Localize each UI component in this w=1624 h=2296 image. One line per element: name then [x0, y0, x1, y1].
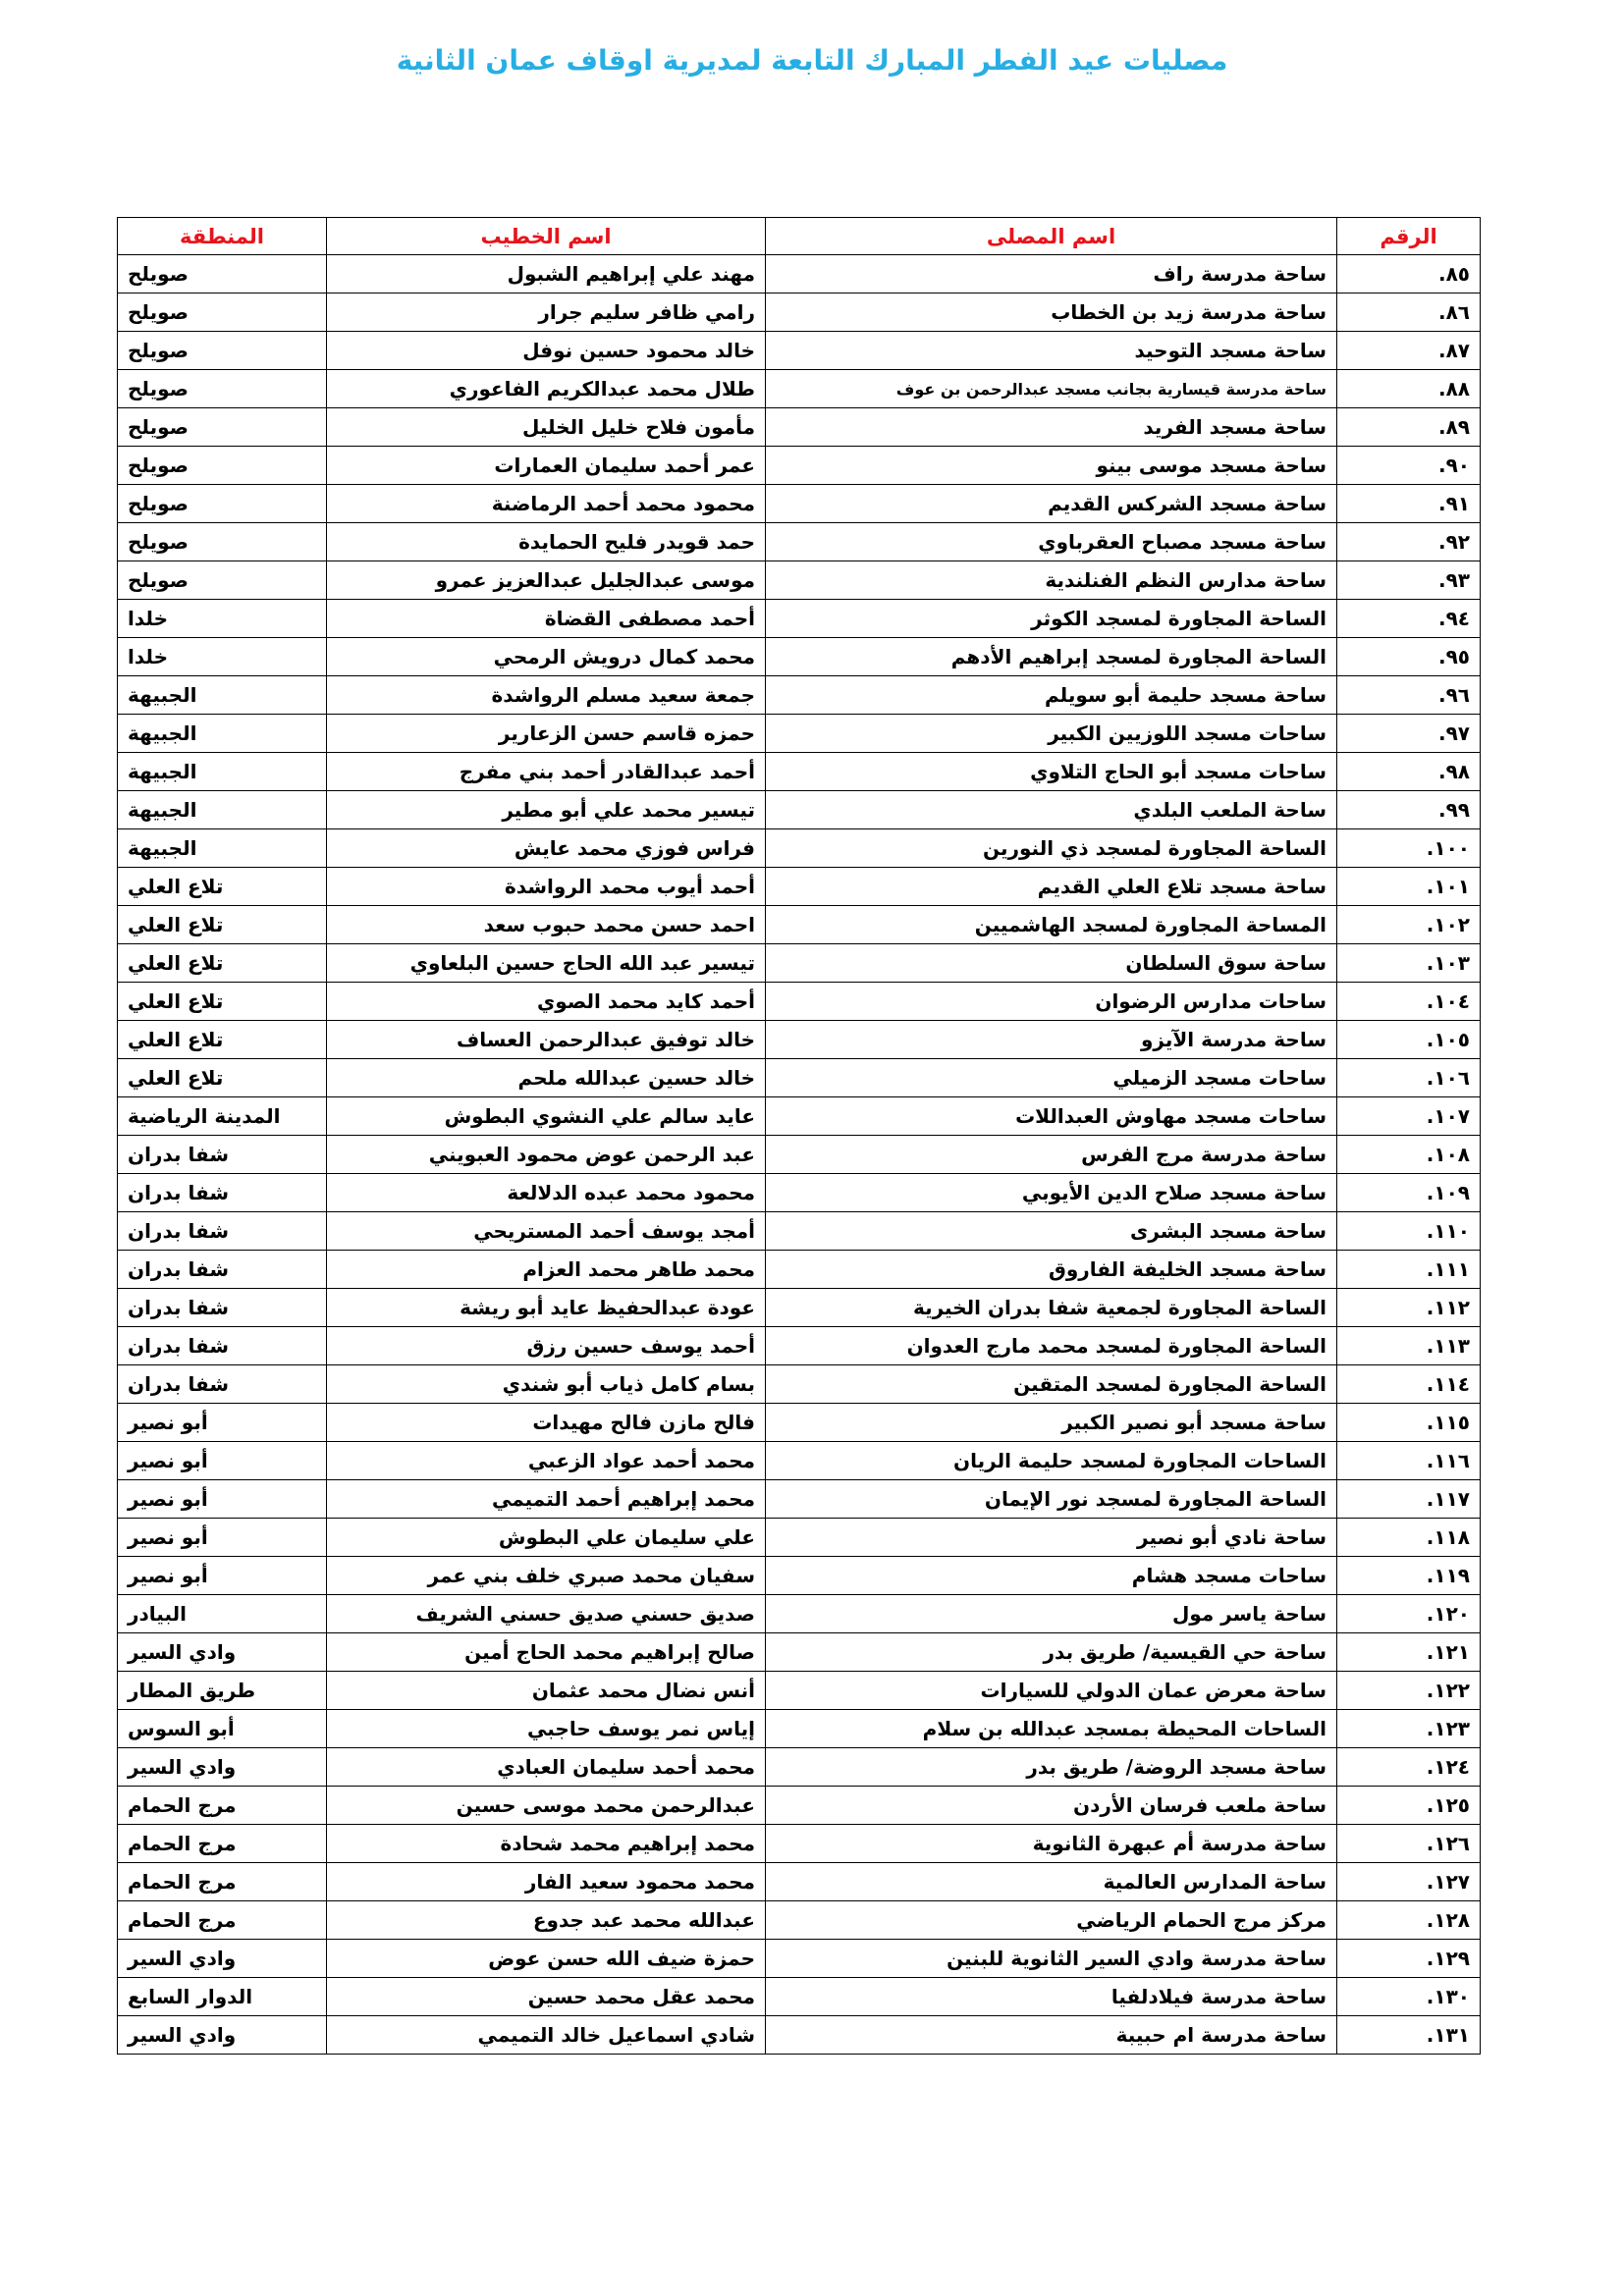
- place-name: ساحة مدرسة وادي السير الثانوية للبنين: [766, 1940, 1337, 1978]
- table-row: [118, 370, 1481, 408]
- row-number: ٩٨.: [1337, 753, 1481, 791]
- preacher-name: عمر أحمد سليمان العمارات: [327, 447, 766, 485]
- area-name: شفا بدران: [118, 1174, 327, 1212]
- row-number: ١٠٤.: [1337, 983, 1481, 1021]
- table-row: [118, 600, 1481, 638]
- area-name: تلاع العلي: [118, 906, 327, 944]
- table-row: [118, 1863, 1481, 1901]
- table-row: [118, 868, 1481, 906]
- place-name: الساحة المجاورة لمسجد ذي النورين: [766, 829, 1337, 868]
- preacher-name: عبدالرحمن محمد موسى حسين: [327, 1787, 766, 1825]
- place-name: ساحة نادي أبو نصير: [766, 1519, 1337, 1557]
- header-number: الرقم: [1337, 218, 1481, 255]
- table-row: [118, 1710, 1481, 1748]
- row-number: ١٠٣.: [1337, 944, 1481, 983]
- row-number: ١٠٢.: [1337, 906, 1481, 944]
- row-number: ٨٥.: [1337, 255, 1481, 294]
- table-row: [118, 447, 1481, 485]
- row-number: ١٢٢.: [1337, 1672, 1481, 1710]
- place-name: ساحة المدارس العالمية: [766, 1863, 1337, 1901]
- header-area: المنطقة: [118, 218, 327, 255]
- area-name: أبو نصير: [118, 1404, 327, 1442]
- row-number: ١٢٤.: [1337, 1748, 1481, 1787]
- place-name: ساحة سوق السلطان: [766, 944, 1337, 983]
- preacher-name: أحمد عبدالقادر أحمد بني مفرج: [327, 753, 766, 791]
- place-name: الساحة المجاورة لمسجد الكوثر: [766, 600, 1337, 638]
- table-row: [118, 1327, 1481, 1365]
- table-row: [118, 1480, 1481, 1519]
- row-number: ٨٨.: [1337, 370, 1481, 408]
- area-name: شفا بدران: [118, 1136, 327, 1174]
- row-number: ١٢١.: [1337, 1633, 1481, 1672]
- area-name: صويلح: [118, 561, 327, 600]
- area-name: خلدا: [118, 638, 327, 676]
- place-name: ساحة مدارس النظم الفنلندية: [766, 561, 1337, 600]
- row-number: ٩١.: [1337, 485, 1481, 523]
- place-name: الساحات المجاورة لمسجد حليمة الريان: [766, 1442, 1337, 1480]
- preacher-name: تيسير محمد علي أبو مطير: [327, 791, 766, 829]
- place-name: الساحات المحيطة بمسجد عبدالله بن سلام: [766, 1710, 1337, 1748]
- preacher-name: أمجد يوسف أحمد المستريحي: [327, 1212, 766, 1251]
- row-number: ١١٦.: [1337, 1442, 1481, 1480]
- place-name: ساحة مسجد صلاح الدين الأيوبي: [766, 1174, 1337, 1212]
- table-row: [118, 255, 1481, 294]
- preacher-name: محمود محمد عبده الدلالعة: [327, 1174, 766, 1212]
- preacher-name: خالد محمود حسين نوفل: [327, 332, 766, 370]
- area-name: المدينة الرياضية: [118, 1097, 327, 1136]
- table-row: [118, 983, 1481, 1021]
- preacher-name: محمد إبراهيم أحمد التميمي: [327, 1480, 766, 1519]
- place-name: ساحات مسجد هشام: [766, 1557, 1337, 1595]
- area-name: مرج الحمام: [118, 1863, 327, 1901]
- preacher-name: محمد أحمد عواد الزعبي: [327, 1442, 766, 1480]
- row-number: ١٢٩.: [1337, 1940, 1481, 1978]
- place-name: ساحة مسجد أبو نصير الكبير: [766, 1404, 1337, 1442]
- place-name: ساحة مسجد التوحيد: [766, 332, 1337, 370]
- area-name: الدوار السابع: [118, 1978, 327, 2016]
- place-name: ساحة مدرسة الآيزو: [766, 1021, 1337, 1059]
- area-name: مرج الحمام: [118, 1901, 327, 1940]
- area-name: الجبيهة: [118, 715, 327, 753]
- place-name: ساحة مسجد موسى بينو: [766, 447, 1337, 485]
- area-name: صويلح: [118, 485, 327, 523]
- preacher-name: سفيان محمد صبري خلف بني عمر: [327, 1557, 766, 1595]
- place-name: الساحة المجاورة لمسجد إبراهيم الأدهم: [766, 638, 1337, 676]
- place-name: ساحة مسجد مصباح العقرباوي: [766, 523, 1337, 561]
- preacher-name: فراس فوزي محمد عايش: [327, 829, 766, 868]
- table-row: [118, 523, 1481, 561]
- preacher-name: شادي اسماعيل خالد التميمي: [327, 2016, 766, 2055]
- preacher-name: مهند علي إبراهيم الشبول: [327, 255, 766, 294]
- row-number: ١١٩.: [1337, 1557, 1481, 1595]
- row-number: ٩٧.: [1337, 715, 1481, 753]
- table-row: [118, 753, 1481, 791]
- row-number: ٩٠.: [1337, 447, 1481, 485]
- prayer-grounds-table: [117, 217, 1481, 2055]
- preacher-name: فالح مازن فالح مهيدات: [327, 1404, 766, 1442]
- row-number: ٩٩.: [1337, 791, 1481, 829]
- preacher-name: عودة عبدالحفيظ عايد أبو ريشة: [327, 1289, 766, 1327]
- place-name: ساحة مسجد الشركس القديم: [766, 485, 1337, 523]
- place-name: ساحات مدارس الرضوان: [766, 983, 1337, 1021]
- row-number: ١١٨.: [1337, 1519, 1481, 1557]
- preacher-name: حمزه قاسم حسن الزعارير: [327, 715, 766, 753]
- place-name: الساحة المجاورة لجمعية شفا بدران الخيرية: [766, 1289, 1337, 1327]
- place-name: ساحة مدرسة راف: [766, 255, 1337, 294]
- preacher-name: عايد سالم علي النشوي البطوش: [327, 1097, 766, 1136]
- table-row: [118, 408, 1481, 447]
- area-name: أبو نصير: [118, 1519, 327, 1557]
- preacher-name: صديق حسني صديق حسني الشريف: [327, 1595, 766, 1633]
- row-number: ١٣١.: [1337, 2016, 1481, 2055]
- area-name: وادي السير: [118, 1940, 327, 1978]
- page-title: مصليات عيد الفطر المبارك التابعة لمديرية اوقاف عمان الثانية: [396, 44, 1228, 77]
- table-row: [118, 1633, 1481, 1672]
- place-name: ساحة مدرسة أم عبهرة الثانوية: [766, 1825, 1337, 1863]
- area-name: شفا بدران: [118, 1212, 327, 1251]
- table-row: [118, 1825, 1481, 1863]
- table-row: [118, 485, 1481, 523]
- table-row: [118, 1212, 1481, 1251]
- area-name: وادي السير: [118, 1748, 327, 1787]
- preacher-name: عبدالله محمد عبد جدوع: [327, 1901, 766, 1940]
- place-name: ساحات مسجد اللوزيين الكبير: [766, 715, 1337, 753]
- place-name: ساحة مدرسة زيد بن الخطاب: [766, 294, 1337, 332]
- area-name: تلاع العلي: [118, 983, 327, 1021]
- place-name: ساحة ياسر مول: [766, 1595, 1337, 1633]
- area-name: صويلح: [118, 332, 327, 370]
- place-name: ساحة مدرسة قيسارية بجانب مسجد عبدالرحمن بن عوف: [766, 370, 1337, 408]
- place-name: ساحات مسجد الزميلي: [766, 1059, 1337, 1097]
- row-number: ١٠٧.: [1337, 1097, 1481, 1136]
- table-row: [118, 561, 1481, 600]
- row-number: ٩٦.: [1337, 676, 1481, 715]
- table-row: [118, 638, 1481, 676]
- table-row: [118, 1595, 1481, 1633]
- preacher-name: احمد حسن محمد حبوب سعد: [327, 906, 766, 944]
- place-name: الساحة المجاورة لمسجد محمد مارج العدوان: [766, 1327, 1337, 1365]
- place-name: ساحة حي القيسية/ طريق بدر: [766, 1633, 1337, 1672]
- area-name: مرج الحمام: [118, 1825, 327, 1863]
- preacher-name: أنس نضال محمد عثمان: [327, 1672, 766, 1710]
- row-number: ١٠٠.: [1337, 829, 1481, 868]
- preacher-name: أحمد كايد محمد الصوي: [327, 983, 766, 1021]
- area-name: شفا بدران: [118, 1327, 327, 1365]
- preacher-name: طلال محمد عبدالكريم الفاعوري: [327, 370, 766, 408]
- table-row: [118, 1365, 1481, 1404]
- area-name: الجبيهة: [118, 753, 327, 791]
- table-row: [118, 829, 1481, 868]
- place-name: ساحة ملعب فرسان الأردن: [766, 1787, 1337, 1825]
- area-name: صويلح: [118, 447, 327, 485]
- area-name: خلدا: [118, 600, 327, 638]
- area-name: صويلح: [118, 408, 327, 447]
- row-number: ١٢٧.: [1337, 1863, 1481, 1901]
- preacher-name: محمد كمال درويش الرمحي: [327, 638, 766, 676]
- table-row: [118, 906, 1481, 944]
- place-name: ساحة مسجد الفريد: [766, 408, 1337, 447]
- table-row: [118, 676, 1481, 715]
- place-name: ساحة مدرسة ام حبيبة: [766, 2016, 1337, 2055]
- table-row: [118, 1289, 1481, 1327]
- row-number: ١١٤.: [1337, 1365, 1481, 1404]
- area-name: وادي السير: [118, 2016, 327, 2055]
- area-name: وادي السير: [118, 1633, 327, 1672]
- row-number: ١٢٣.: [1337, 1710, 1481, 1748]
- row-number: ١٠٨.: [1337, 1136, 1481, 1174]
- place-name: ساحة مسجد حليمة أبو سويلم: [766, 676, 1337, 715]
- table-header-row: [118, 218, 1481, 255]
- area-name: أبو نصير: [118, 1557, 327, 1595]
- preacher-name: محمد إبراهيم محمد شحادة: [327, 1825, 766, 1863]
- row-number: ١٢٥.: [1337, 1787, 1481, 1825]
- preacher-name: عبد الرحمن عوض محمود العبويني: [327, 1136, 766, 1174]
- row-number: ١٠٦.: [1337, 1059, 1481, 1097]
- preacher-name: علي سليمان علي البطوش: [327, 1519, 766, 1557]
- area-name: شفا بدران: [118, 1365, 327, 1404]
- area-name: الجبيهة: [118, 676, 327, 715]
- table-row: [118, 1557, 1481, 1595]
- area-name: أبو نصير: [118, 1442, 327, 1480]
- preacher-name: جمعة سعيد مسلم الرواشدة: [327, 676, 766, 715]
- preacher-name: محمد محمود سعيد الفار: [327, 1863, 766, 1901]
- area-name: مرج الحمام: [118, 1787, 327, 1825]
- table-row: [118, 332, 1481, 370]
- table-row: [118, 1174, 1481, 1212]
- row-number: ١١٣.: [1337, 1327, 1481, 1365]
- table-row: [118, 1097, 1481, 1136]
- row-number: ١١٢.: [1337, 1289, 1481, 1327]
- table-row: [118, 1251, 1481, 1289]
- place-name: ساحات مسجد مهاوش العبداللات: [766, 1097, 1337, 1136]
- area-name: تلاع العلي: [118, 944, 327, 983]
- place-name: ساحة معرض عمان الدولي للسيارات: [766, 1672, 1337, 1710]
- preacher-name: رامي ظافر سليم جرار: [327, 294, 766, 332]
- table-row: [118, 791, 1481, 829]
- place-name: الساحة المجاورة لمسجد المتقين: [766, 1365, 1337, 1404]
- area-name: صويلح: [118, 294, 327, 332]
- place-name: ساحات مسجد أبو الحاج التلاوي: [766, 753, 1337, 791]
- preacher-name: محمد طاهر محمد العزام: [327, 1251, 766, 1289]
- area-name: الجبيهة: [118, 791, 327, 829]
- area-name: شفا بدران: [118, 1251, 327, 1289]
- area-name: تلاع العلي: [118, 868, 327, 906]
- place-name: ساحة مسجد البشرى: [766, 1212, 1337, 1251]
- table-row: [118, 1021, 1481, 1059]
- place-name: المساحة المجاورة لمسجد الهاشميين: [766, 906, 1337, 944]
- table-row: [118, 1787, 1481, 1825]
- table-row: [118, 715, 1481, 753]
- preacher-name: حمد قويدر فليح الحمايدة: [327, 523, 766, 561]
- row-number: ٩٥.: [1337, 638, 1481, 676]
- table-row: [118, 944, 1481, 983]
- preacher-name: خالد توفيق عبدالرحمن العساف: [327, 1021, 766, 1059]
- place-name: مركز مرج الحمام الرياضي: [766, 1901, 1337, 1940]
- place-name: ساحة مسجد الخليفة الفاروق: [766, 1251, 1337, 1289]
- table-row: [118, 1978, 1481, 2016]
- preacher-name: تيسير عبد الله الحاج حسين البلعاوي: [327, 944, 766, 983]
- preacher-name: صالح إبراهيم محمد الحاج أمين: [327, 1633, 766, 1672]
- area-name: شفا بدران: [118, 1289, 327, 1327]
- row-number: ٨٧.: [1337, 332, 1481, 370]
- table-row: [118, 1940, 1481, 1978]
- table-row: [118, 1136, 1481, 1174]
- table-row: [118, 1519, 1481, 1557]
- preacher-name: موسى عبدالجليل عبدالعزيز عمرو: [327, 561, 766, 600]
- row-number: ٩٢.: [1337, 523, 1481, 561]
- row-number: ٨٩.: [1337, 408, 1481, 447]
- place-name: ساحة مدرسة فيلادلفيا: [766, 1978, 1337, 2016]
- table-row: [118, 2016, 1481, 2055]
- row-number: ١٢٨.: [1337, 1901, 1481, 1940]
- place-name: ساحة مسجد الروضة/ طريق بدر: [766, 1748, 1337, 1787]
- row-number: ١٠٥.: [1337, 1021, 1481, 1059]
- area-name: تلاع العلي: [118, 1021, 327, 1059]
- table-body: [118, 255, 1481, 2055]
- preacher-name: محمد عقل محمد حسين: [327, 1978, 766, 2016]
- table-row: [118, 1404, 1481, 1442]
- area-name: تلاع العلي: [118, 1059, 327, 1097]
- place-name: الساحة المجاورة لمسجد نور الإيمان: [766, 1480, 1337, 1519]
- place-name: ساحة الملعب البلدي: [766, 791, 1337, 829]
- row-number: ١٢٠.: [1337, 1595, 1481, 1633]
- area-name: صويلح: [118, 370, 327, 408]
- area-name: البيادر: [118, 1595, 327, 1633]
- preacher-name: بسام كامل ذياب أبو شندي: [327, 1365, 766, 1404]
- preacher-name: محمد أحمد سليمان العبادي: [327, 1748, 766, 1787]
- row-number: ١٢٦.: [1337, 1825, 1481, 1863]
- row-number: ٨٦.: [1337, 294, 1481, 332]
- header-place: اسم المصلى: [766, 218, 1337, 255]
- row-number: ١١٥.: [1337, 1404, 1481, 1442]
- preacher-name: حمزة ضيف الله حسن عوض: [327, 1940, 766, 1978]
- row-number: ١١٧.: [1337, 1480, 1481, 1519]
- area-name: طريق المطار: [118, 1672, 327, 1710]
- preacher-name: محمود محمد أحمد الرماضنة: [327, 485, 766, 523]
- row-number: ١٠٩.: [1337, 1174, 1481, 1212]
- preacher-name: خالد حسين عبدالله ملحم: [327, 1059, 766, 1097]
- area-name: أبو السوس: [118, 1710, 327, 1748]
- table-row: [118, 1442, 1481, 1480]
- table-row: [118, 1748, 1481, 1787]
- preacher-name: أحمد يوسف حسين رزق: [327, 1327, 766, 1365]
- table-row: [118, 1672, 1481, 1710]
- table-row: [118, 1901, 1481, 1940]
- place-name: ساحة مدرسة مرج الفرس: [766, 1136, 1337, 1174]
- place-name: ساحة مسجد تلاع العلي القديم: [766, 868, 1337, 906]
- row-number: ١٠١.: [1337, 868, 1481, 906]
- area-name: الجبيهة: [118, 829, 327, 868]
- row-number: ٩٤.: [1337, 600, 1481, 638]
- preacher-name: مأمون فلاح خليل الخليل: [327, 408, 766, 447]
- area-name: أبو نصير: [118, 1480, 327, 1519]
- table-row: [118, 294, 1481, 332]
- preacher-name: أحمد مصطفى القضاة: [327, 600, 766, 638]
- row-number: ١٣٠.: [1337, 1978, 1481, 2016]
- row-number: ١١١.: [1337, 1251, 1481, 1289]
- row-number: ١١٠.: [1337, 1212, 1481, 1251]
- header-preacher: اسم الخطيب: [327, 218, 766, 255]
- preacher-name: إياس نمر يوسف حاجبي: [327, 1710, 766, 1748]
- area-name: صويلح: [118, 523, 327, 561]
- row-number: ٩٣.: [1337, 561, 1481, 600]
- preacher-name: أحمد أيوب محمد الرواشدة: [327, 868, 766, 906]
- area-name: صويلح: [118, 255, 327, 294]
- table-row: [118, 1059, 1481, 1097]
